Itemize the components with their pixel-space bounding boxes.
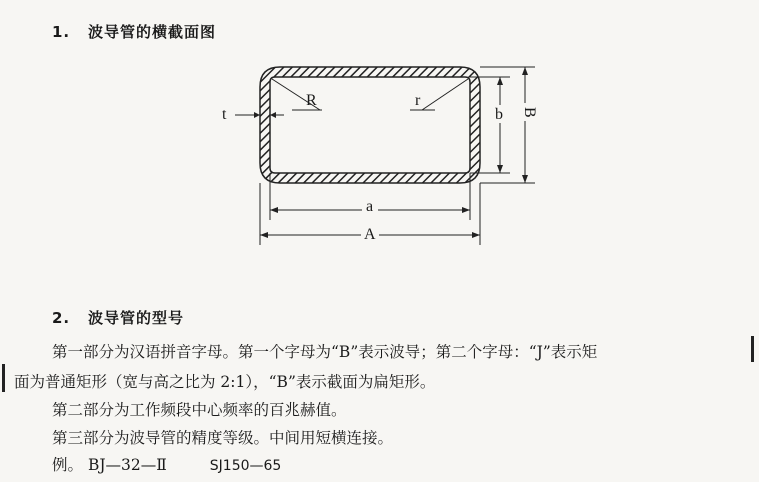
- section2-heading: [52, 307, 184, 328]
- section1-title: 波导管的横截面图: [88, 23, 217, 41]
- label-t: t: [222, 106, 227, 123]
- section2-paragraph3: 第三部分为波导管的精度等级。中间用短横连接。: [52, 429, 394, 447]
- example-label: 例。: [52, 456, 84, 474]
- label-R: R: [306, 92, 317, 109]
- section2-title: 波导管的型号: [88, 309, 185, 327]
- a-arrowhead-left: [270, 207, 278, 213]
- section2-paragraph1-line1: 第一部分为汉语拼音字母。第一个字母为“B”表示波导；第二个字母：“J”表示矩: [52, 343, 598, 361]
- section2-paragraph2: 第二部分为工作频段中心频率的百兆赫值。: [52, 401, 347, 419]
- example-code-2: SJ150—65: [209, 458, 282, 474]
- scan-edge-mark-right: [751, 336, 754, 362]
- thickness-arrowhead-right: [270, 112, 276, 118]
- b-arrowhead-bottom: [497, 165, 503, 173]
- section2-example: [52, 453, 281, 475]
- a-arrowhead-right: [462, 207, 470, 213]
- thickness-arrowhead-left: [254, 112, 260, 118]
- radius-r-leader: [422, 79, 468, 110]
- section2-paragraph1-line2: 面为普通矩形（宽与高之比为 2:1），“B”表示截面为扁矩形。: [14, 373, 436, 391]
- label-r: r: [415, 92, 421, 109]
- example-code-1: BJ—32—Ⅱ: [87, 456, 167, 474]
- B-arrowhead-bottom: [522, 175, 528, 183]
- A-arrowhead-left: [260, 232, 268, 238]
- waveguide-cross-section-diagram: [210, 55, 560, 255]
- B-arrowhead-top: [522, 67, 528, 75]
- section1-heading: [52, 21, 216, 42]
- label-B: B: [521, 107, 538, 118]
- label-b: b: [495, 106, 503, 123]
- section1-number: 1.: [52, 23, 71, 41]
- label-A: A: [364, 226, 376, 243]
- A-arrowhead-right: [472, 232, 480, 238]
- waveguide-wall: [260, 67, 480, 183]
- b-arrowhead-top: [497, 77, 503, 85]
- label-a: a: [366, 198, 374, 215]
- scan-edge-mark-left: [2, 364, 5, 392]
- section2-number: 2.: [52, 309, 71, 327]
